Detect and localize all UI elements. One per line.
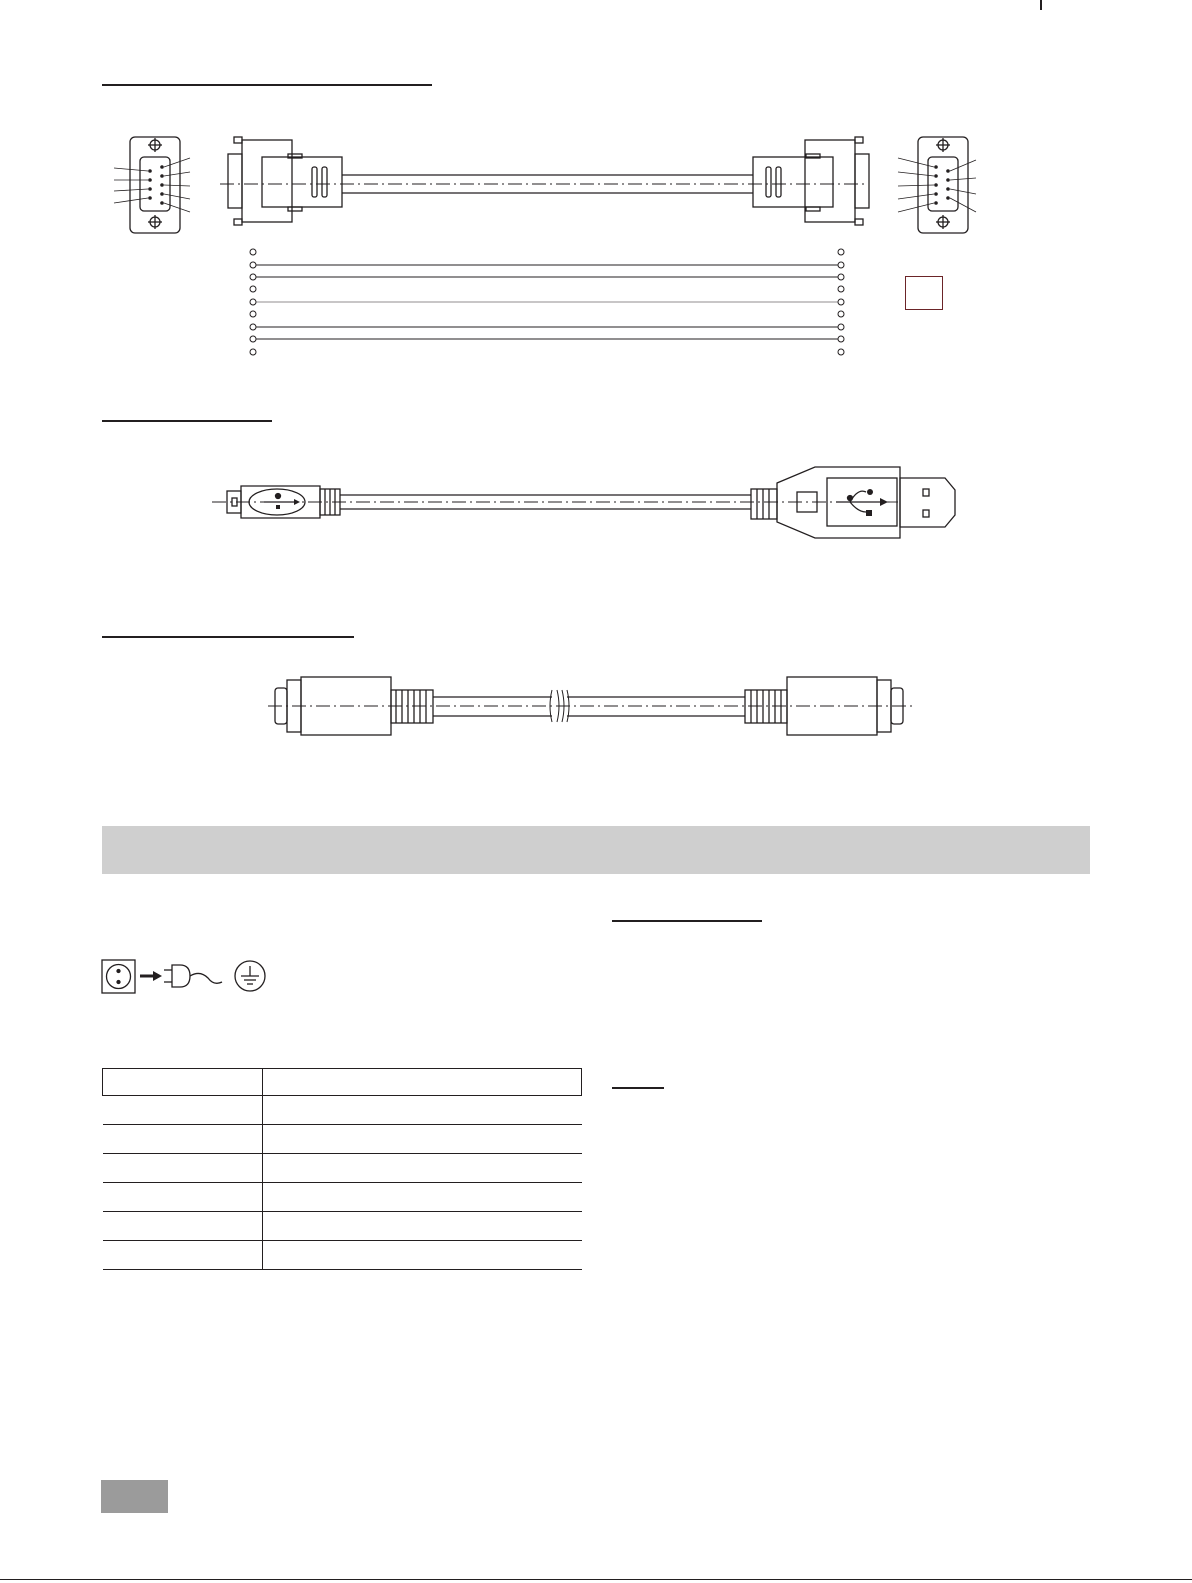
section-heading-usb bbox=[102, 420, 272, 422]
table-cell bbox=[103, 1241, 263, 1270]
table-row bbox=[103, 1212, 582, 1241]
table-header bbox=[103, 1069, 263, 1096]
table-cell bbox=[263, 1096, 582, 1125]
arrow-icon bbox=[140, 971, 162, 981]
table-row bbox=[103, 1125, 582, 1154]
power-symbols bbox=[100, 958, 280, 998]
section-band bbox=[102, 826, 1090, 874]
db9-connector-icon bbox=[114, 137, 190, 233]
ground-icon bbox=[235, 961, 265, 991]
right-heading-rule-1 bbox=[612, 920, 762, 922]
table-cell bbox=[263, 1241, 582, 1270]
table-cell bbox=[103, 1096, 263, 1125]
db9-serial-cable-diagram bbox=[0, 0, 1192, 370]
table-row bbox=[103, 1183, 582, 1212]
reference-box bbox=[905, 276, 943, 310]
db9-side-right bbox=[753, 137, 869, 225]
section-heading-mini-din bbox=[102, 636, 354, 638]
table-row bbox=[103, 1154, 582, 1183]
usb-a-icon bbox=[751, 467, 955, 538]
table-cell bbox=[103, 1183, 263, 1212]
pin-wiring bbox=[250, 249, 844, 355]
usb-cable-diagram bbox=[0, 455, 1192, 575]
bottom-rule bbox=[0, 1579, 1192, 1580]
plug-icon bbox=[164, 965, 222, 987]
mini-din-cable-diagram bbox=[0, 660, 1192, 750]
table-row bbox=[103, 1096, 582, 1125]
db9-side-left bbox=[228, 137, 342, 225]
table-header-row bbox=[103, 1069, 582, 1096]
table-header bbox=[263, 1069, 582, 1096]
spec-table bbox=[102, 1068, 582, 1270]
table-cell bbox=[263, 1183, 582, 1212]
table-cell bbox=[263, 1125, 582, 1154]
table-cell bbox=[263, 1154, 582, 1183]
db9-connector-icon bbox=[898, 137, 976, 233]
table-cell bbox=[103, 1154, 263, 1183]
right-heading-rule-2 bbox=[612, 1087, 664, 1089]
power-socket-icon bbox=[102, 960, 135, 993]
table-cell bbox=[103, 1212, 263, 1241]
table-row bbox=[103, 1241, 582, 1270]
table-cell bbox=[103, 1125, 263, 1154]
page-number-tab bbox=[101, 1480, 168, 1513]
table-cell bbox=[263, 1212, 582, 1241]
